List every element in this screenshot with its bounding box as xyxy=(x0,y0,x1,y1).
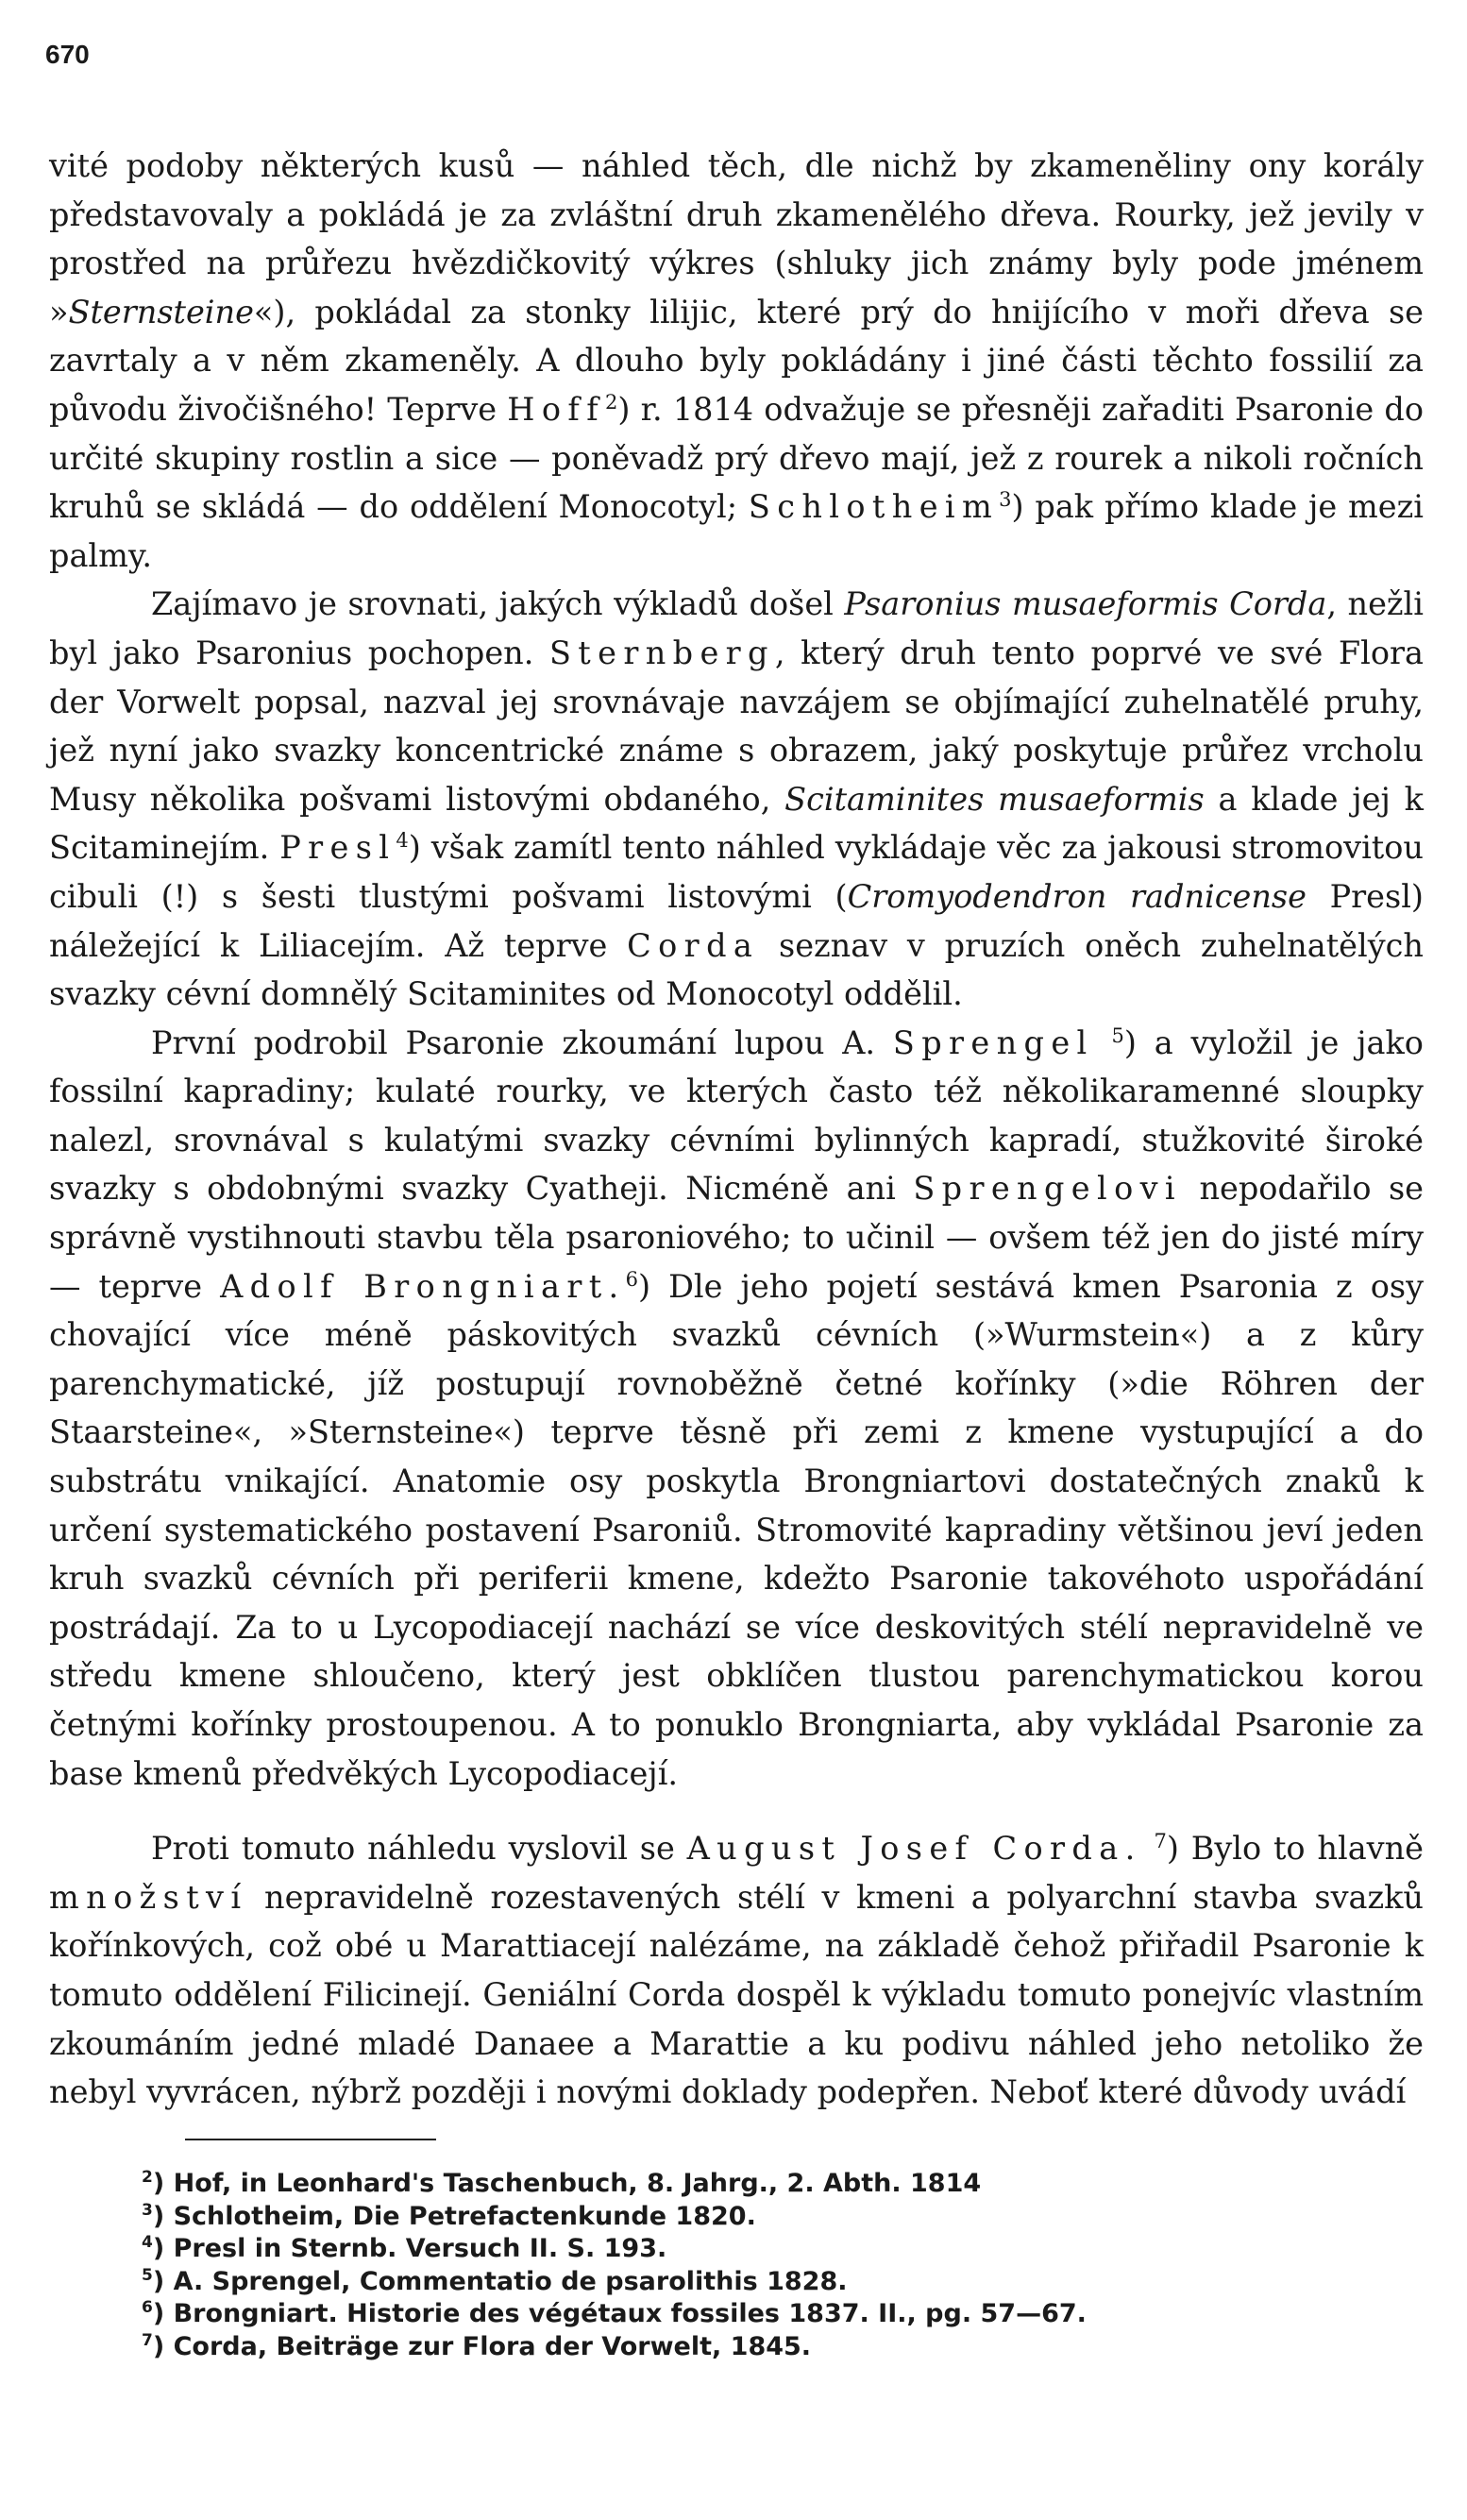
text-run: Zajímavo je srovnati, jakých výkladů došel xyxy=(151,585,845,623)
paragraph-4 xyxy=(49,1824,1424,2117)
footnote: $^4$) Presl in Sternb. Versuch II. S. 193. xyxy=(142,2233,667,2264)
text-run: Psaronius musaeformis Corda xyxy=(844,585,1327,623)
text-run: , nežli byl jako Psaronius pochopen. xyxy=(49,585,1424,671)
text-run: Presl xyxy=(279,829,396,867)
text-run: ) pak přímo klade je mezi palmy. xyxy=(49,488,1424,574)
text-run: vité podoby některých kusů — náhled těch, dle nichž by zkameněliny ony korály představovaly a pokládá je za zvláštní druh zkamenělého dřeva. Rourky, jež jevily v prostřed na průřezu hvězdičkovitý výkres (shluky jich známy byly pode jménem » xyxy=(49,147,1424,330)
footnote-mark: 2 xyxy=(142,2168,153,2187)
footnotes xyxy=(142,2168,1322,2364)
footnote-mark: 4 xyxy=(142,2233,153,2253)
footnote-mark: 6 xyxy=(142,2298,153,2318)
footnote-text: Presl in Sternb. Versuch II. S. 193. xyxy=(173,2234,667,2264)
text-run xyxy=(1094,1024,1112,1061)
text-run: Adolf Brongniart. xyxy=(220,1267,626,1305)
footnote-ref: 7 xyxy=(1154,1830,1167,1853)
text-run: Sprengel xyxy=(892,1023,1094,1061)
footnote-mark: 5 xyxy=(142,2265,153,2285)
footnote: $^3$) Schlotheim, Die Petrefactenkunde 1820. xyxy=(142,2200,756,2231)
text-run: a klade jej k Scitaminejím. xyxy=(49,780,1424,867)
footnote-text: Hof, in Leonhard's Taschenbuch, 8. Jahrg., 2. Abth. 1814 xyxy=(173,2169,982,2198)
text-run: Cromyodendron radnicense xyxy=(847,877,1307,915)
text-run: Hoff xyxy=(507,390,605,428)
footnote: $^6$) Brongniart. Historie des végétaux fossiles 1837. II., pg. 57—67. xyxy=(142,2298,1087,2329)
page-number: 670 xyxy=(45,40,90,69)
footnote-ref: 6 xyxy=(625,1267,638,1291)
text-run: , který druh tento poprvé ve své Flora der Vorwelt popsal, nazval jej srovnávaje navzájem se objímající zuhelnatělé pruhy, jež nyní jako svazky koncentrické známe s obrazem, jaký poskytuje průřez vrcholu Musy několika pošvami listovými obdaného, xyxy=(49,634,1424,818)
text-run: ) r. 1814 odvažuje se přesněji zařaditi Psaronie do určité skupiny rostlin a sice — poněvadž prý dřevo mají, jež z rourek a nikoli ročních kruhů se skládá — do oddělení Monocotyl; xyxy=(49,390,1424,526)
text-run: «), pokládal za stonky lilijic, které prý do hnijícího v moři dřeva se zavrtaly a v něm zkameněly. A dlouho byly pokládány i jiné části těchto fossilií za původu živočišného! Teprve xyxy=(49,293,1424,428)
text-run: Scitaminites musaeformis xyxy=(784,780,1205,818)
footnote-text: Corda, Beiträge zur Flora der Vorwelt, 1845. xyxy=(173,2331,812,2361)
footnote-text: Brongniart. Historie des végétaux fossiles 1837. II., pg. 57—67. xyxy=(173,2299,1087,2329)
text-run xyxy=(1142,1830,1155,1867)
footnote-ref: 3 xyxy=(999,488,1012,511)
footnote-ref: 2 xyxy=(604,390,618,414)
text-run: ) Bylo to hlavně xyxy=(1166,1830,1424,1868)
footnote-mark: 7 xyxy=(142,2330,153,2350)
body-text xyxy=(49,142,1424,2117)
paragraph-1 xyxy=(49,142,1424,580)
paragraph-3 xyxy=(49,1019,1424,1799)
footnote-ref: 5 xyxy=(1111,1023,1124,1047)
footnote-mark: 3 xyxy=(142,2200,153,2220)
text-run: nepodařilo se správně vystihnouti stavbu těla psaroniového; to učinil — ovšem též jen do jisté míry — teprve xyxy=(49,1170,1425,1305)
footnote-text: A. Sprengel, Commentatio de psarolithis 1828. xyxy=(173,2266,848,2296)
text-run: První podrobil Psaronie zkoumání lupou A. xyxy=(151,1023,893,1061)
footnote-divider xyxy=(185,2139,436,2140)
text-run: ) Dle jeho pojetí sestává kmen Psaronia z osy chovající více méně páskovitých svazků cévních (»Wurmstein«) a z kůry parenchymatické, jíž postupují rovnoběžně četné kořínky (»die Röhren der Staarsteine«, »Sternsteine«) teprve těsně při zemi z kmene vystupující a do substrátu vnikající. Anatomie osy poskytla Brongniartovi dostatečných znaků k určení systematického postavení Psaroniů. Stromovité kapradiny většinou jeví jeden kruh svazků cévních při periferii kmene, kdežto Psaronie takovéhoto uspořádání postrádají. Za to u Lycopodiacejí nachází se více deskovitých stélí nepravidelně ve středu kmene shloučeno, který jest obklíčen tlustou parenchymatickou korou četnými kořínky prostoupenou. A to ponuklo Brongniarta, aby vykládal Psaronie za base kmenů předvěkých Lycopodiacejí. xyxy=(49,1267,1424,1792)
text-run: nepravidelně rozestavených stélí v kmeni a polyarchní stavba svazků kořínkových, což obé u Marattiacejí nalézáme, na základě čehož přiřadil Psaronie k tomuto oddělení Filicinejí. Geniální Corda dospěl k výkladu tomuto ponejvíc vlastním zkoumáním jedné mladé Danaee a Marattie a ku podivu náhled jeho netoliko že nebyl vyvrácen, nýbrž později i novými doklady podepřen. Neboť které důvody uvádí xyxy=(49,1878,1424,2111)
footnote: $^7$) Corda, Beiträge zur Flora der Vorwelt, 1845. xyxy=(142,2330,812,2361)
text-run: Schlotheim xyxy=(748,488,1000,526)
text-run: Corda xyxy=(627,926,760,964)
text-run: Sternsteine xyxy=(68,293,254,330)
text-run: Sternberg xyxy=(548,634,775,671)
text-run: August Josef Corda. xyxy=(686,1830,1142,1868)
text-run: Presl) náležející k Liliacejím. Až teprve xyxy=(49,877,1424,964)
footnote: $^5$) A. Sprengel, Commentatio de psarolithis 1828. xyxy=(142,2265,848,2296)
text-run: ) však zamítl tento náhled vykládaje věc za jakousi stromovitou cibuli (!) s šesti tlustými pošvami listovými ( xyxy=(49,829,1424,915)
footnote-text: Schlotheim, Die Petrefactenkunde 1820. xyxy=(173,2201,756,2231)
footnote: $^2$) Hof, in Leonhard's Taschenbuch, 8. Jahrg., 2. Abth. 1814 xyxy=(142,2168,982,2198)
footnote-ref: 4 xyxy=(396,829,409,853)
paragraph-2 xyxy=(49,580,1424,1018)
text-run: Proti tomuto náhledu vyslovil se xyxy=(151,1830,687,1868)
text-run: množství xyxy=(49,1878,248,1916)
text-run: seznav v pruzích oněch zuhelnatělých svazky cévní domnělý Scitaminites od Monocotyl oddělil. xyxy=(49,926,1424,1013)
text-run: ) a vyložil je jako fossilní kapradiny; kulaté rourky, ve kterých často též několikaramenné sloupky nalezl, srovnával s kulatými svazky cévními bylinných kapradí, stužkovité široké svazky s obdobnými svazky Cyatheji. Nicméně ani xyxy=(49,1023,1424,1208)
text-run: Sprengelovi xyxy=(913,1170,1182,1208)
